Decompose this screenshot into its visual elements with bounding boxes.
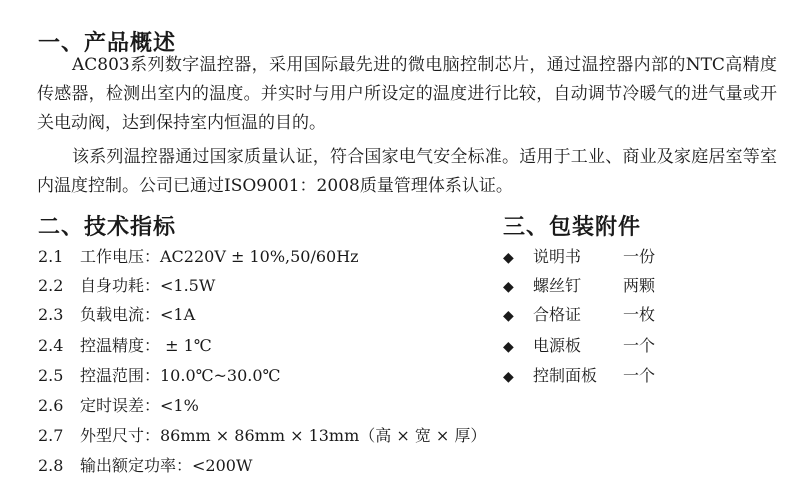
spec-number: 2.7 [38, 426, 64, 445]
package-item [503, 272, 655, 300]
spec-text: 外型尺寸：86mm × 86mm × 13mm（高 × 宽 × 厚） [80, 426, 487, 445]
overview-paragraph-2: 该系列温控器通过国家质量认证，符合国家电气安全标准。适用于工业、商业及家庭居室等室内温度控制。公司已通过ISO9001：2008质量管理体系认证。 [37, 147, 777, 196]
spec-row [38, 332, 212, 360]
spec-number: 2.6 [38, 396, 64, 415]
package-item-qty: 一个 [623, 336, 656, 355]
section-heading-overview: 一、产品概述 [38, 30, 177, 56]
spec-row [38, 362, 280, 390]
package-item-qty: 一个 [623, 366, 656, 385]
spec-number: 2.4 [38, 336, 64, 355]
spec-number: 2.5 [38, 366, 64, 385]
spec-text: 输出额定功率：<200W [80, 456, 253, 475]
spec-number: 2.3 [38, 305, 64, 324]
spec-row [38, 422, 486, 450]
package-item-qty: 两颗 [623, 276, 656, 295]
spec-row [38, 272, 215, 300]
section-heading-specs: 二、技术指标 [38, 214, 177, 240]
spec-row [38, 452, 252, 480]
package-item [503, 301, 655, 329]
spec-text: 控温范围：10.0℃~30.0℃ [80, 366, 281, 385]
package-item-qty: 一枚 [623, 305, 656, 324]
package-item-name: 合格证 [533, 305, 582, 324]
package-item-name: 电源板 [533, 336, 582, 355]
spec-number: 2.2 [38, 276, 64, 295]
package-item-name: 螺丝钉 [533, 276, 582, 295]
package-item-qty: 一份 [623, 247, 656, 266]
diamond-bullet-icon: ◆ [503, 250, 514, 266]
package-item-name: 控制面板 [533, 366, 598, 385]
overview-paragraph-1: AC803系列数字温控器，采用国际最先进的微电脑控制芯片，通过温控器内部的NTC高精度传感器，检测出室内的温度。并实时与用户所设定的温度进行比较，自动调节冷暖气的进气量或开关电动阀，达到保持室内恒温的目的。 [37, 55, 777, 133]
package-item [503, 332, 655, 360]
diamond-bullet-icon: ◆ [503, 339, 514, 355]
diamond-bullet-icon: ◆ [503, 308, 514, 324]
section-heading-package: 三、包装附件 [503, 214, 642, 240]
spec-row [38, 392, 199, 420]
spec-text: 自身功耗：<1.5W [80, 276, 216, 295]
diamond-bullet-icon: ◆ [503, 279, 514, 295]
spec-row [38, 243, 359, 271]
spec-text: 定时误差：<1% [80, 396, 199, 415]
diamond-bullet-icon: ◆ [503, 369, 514, 385]
spec-number: 2.1 [38, 247, 64, 266]
spec-text: 工作电压：AC220V ± 10%,50/60Hz [80, 247, 359, 266]
package-item [503, 243, 655, 271]
package-item [503, 362, 655, 390]
spec-text: 控温精度： ± 1℃ [80, 336, 212, 355]
spec-text: 负载电流：<1A [80, 305, 196, 324]
spec-row [38, 301, 195, 329]
package-item-name: 说明书 [533, 247, 582, 266]
spec-number: 2.8 [38, 456, 64, 475]
